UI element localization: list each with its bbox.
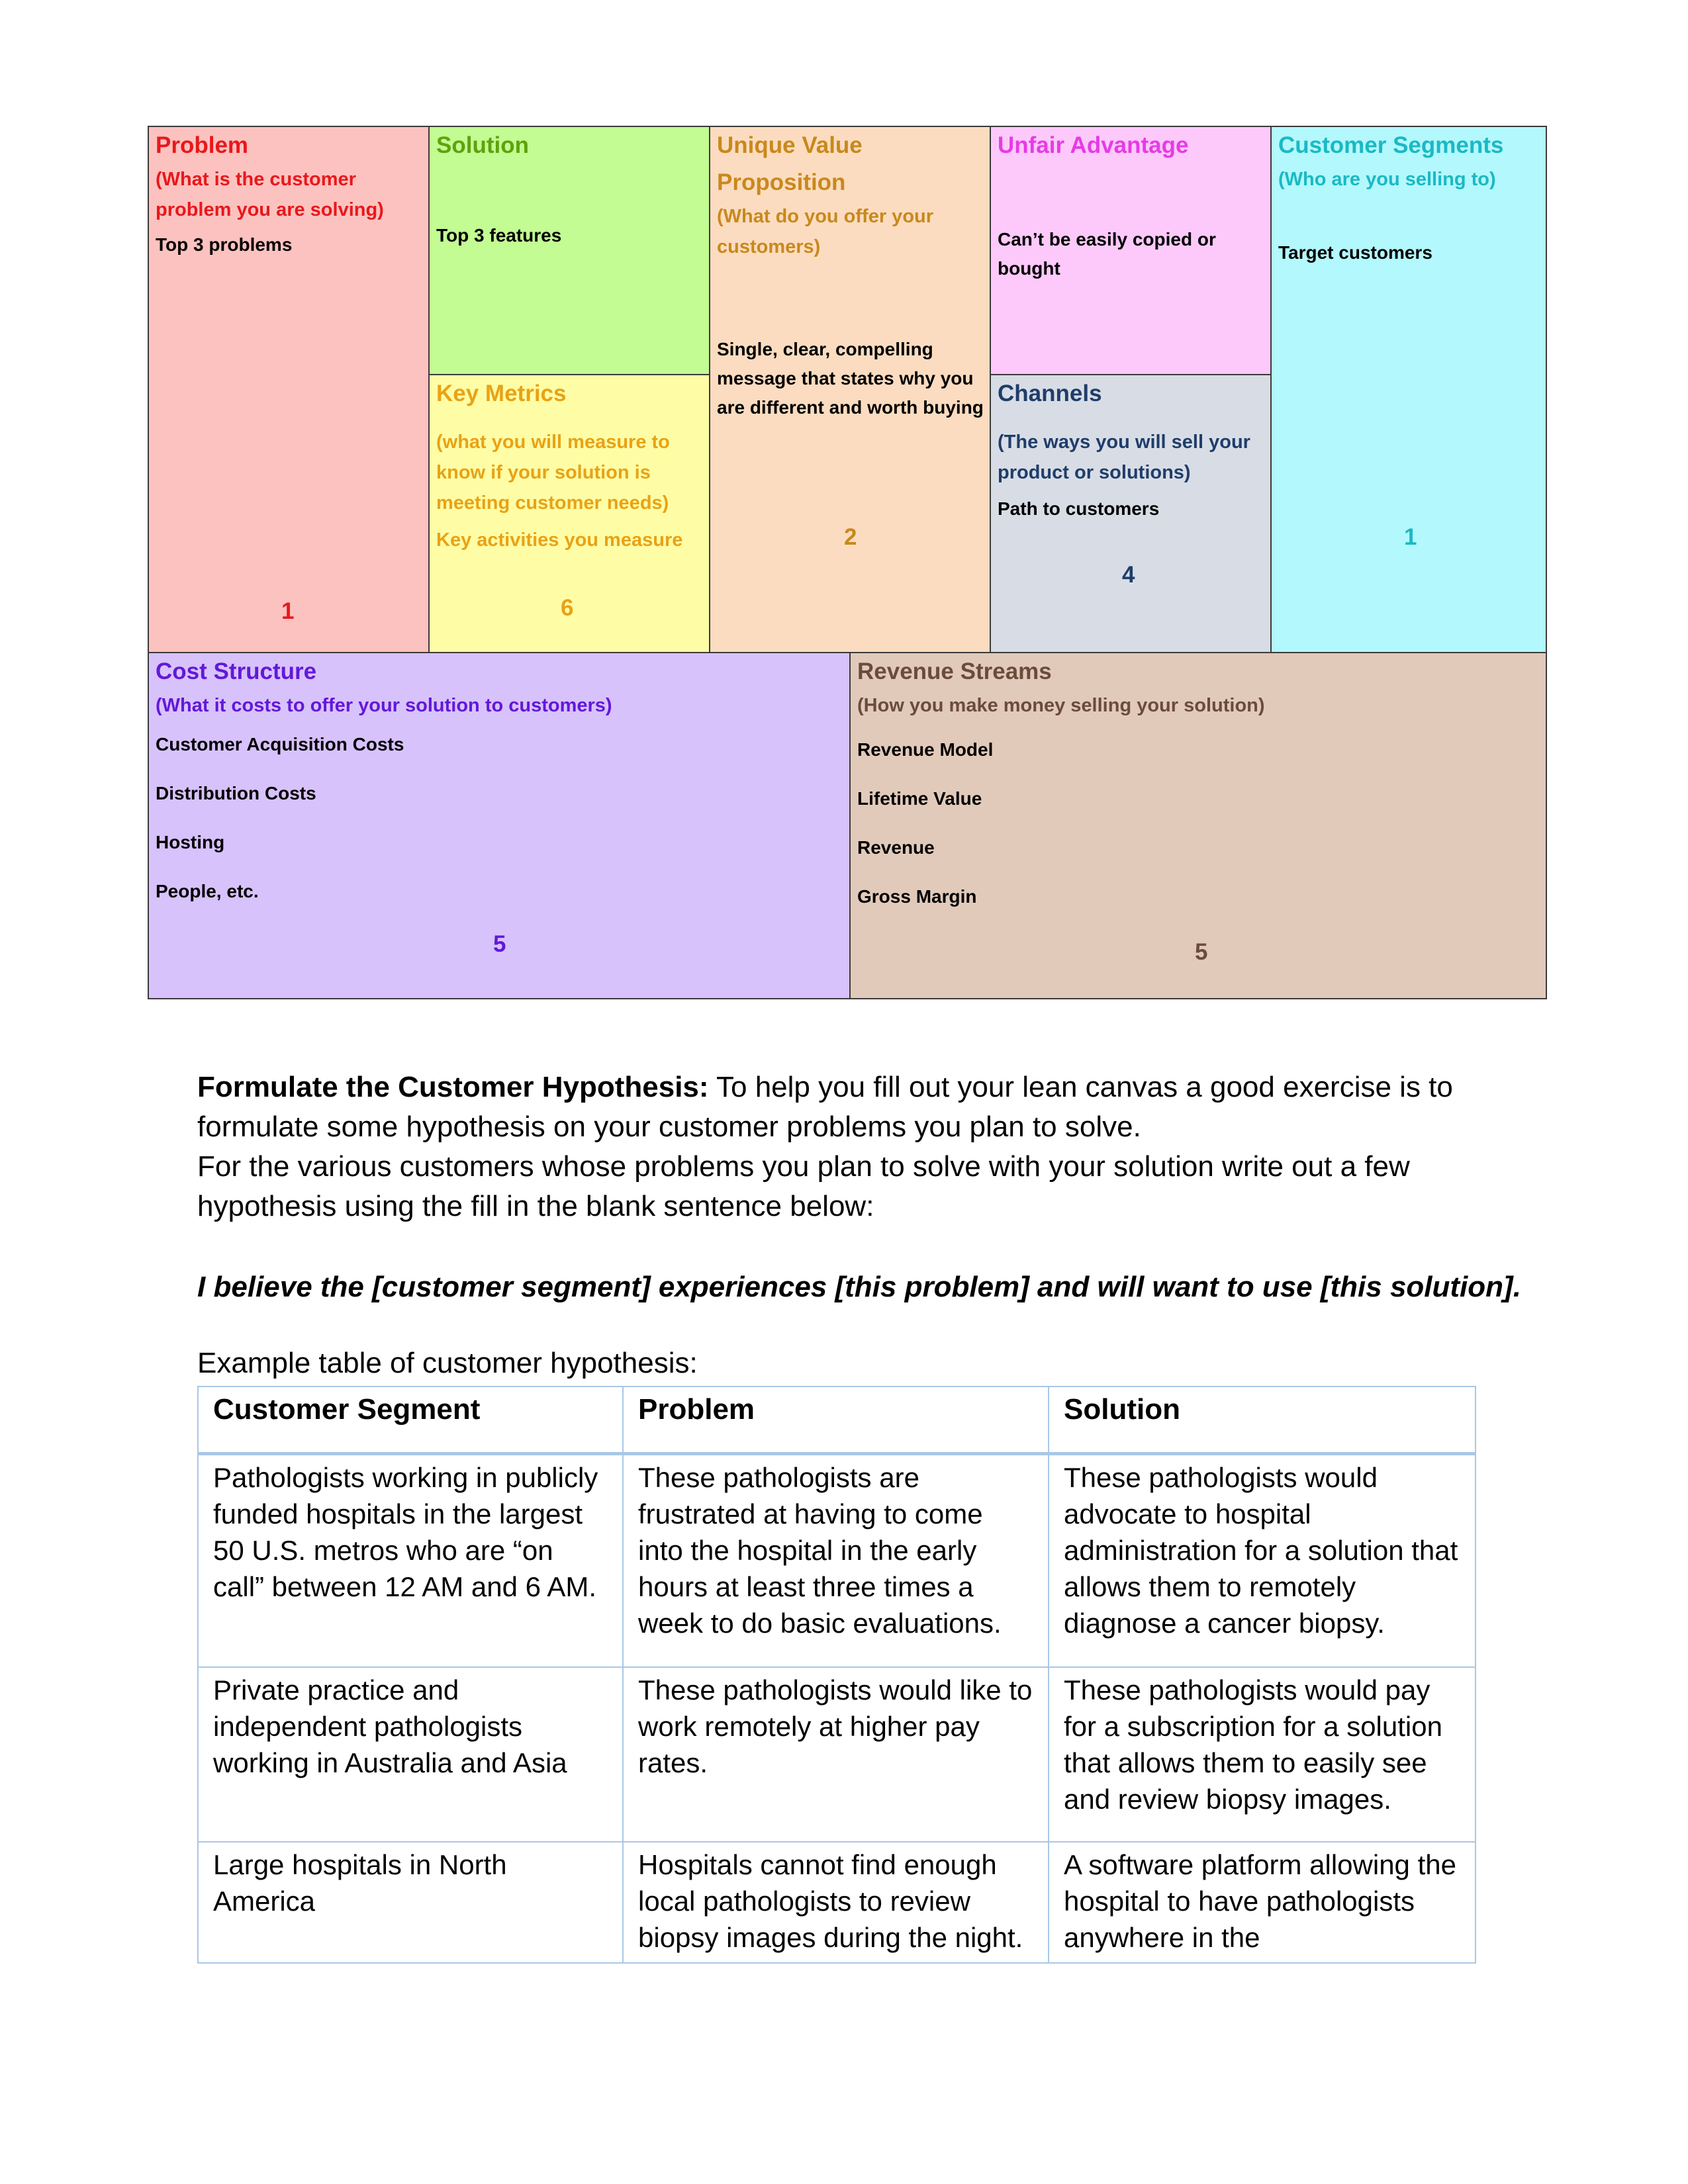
problem-subtitle: (What is the customer problem you are solving) <box>156 169 384 220</box>
unfair-advantage-box <box>990 126 1272 375</box>
revenue-streams-box <box>849 652 1547 999</box>
table-cell: These pathologists are frustrated at having to come into the hospital in the early hours at least three times a week to do basic evaluations. <box>623 1454 1049 1667</box>
uvp-body: Single, clear, compelling message that states why you are different and worth buying <box>717 339 984 418</box>
table-row <box>198 1667 1476 1842</box>
problem-box <box>148 126 430 653</box>
hypothesis-table <box>197 1386 1476 1964</box>
cost-item: Hosting <box>156 832 225 852</box>
intro-lead: Formulate the Customer Hypothesis: <box>197 1071 709 1103</box>
customer-segments-title: Customer Segments <box>1278 132 1504 158</box>
solution-box <box>428 126 710 375</box>
key-metrics-body: Key activities you measure <box>436 529 683 551</box>
channels-subtitle: (The ways you will sell your product or solutions) <box>998 432 1250 483</box>
table-cell: A software platform allowing the hospital to have pathologists anywhere in the <box>1049 1842 1476 1963</box>
solution-body: Top 3 features <box>436 225 562 246</box>
table-cell: Hospitals cannot find enough local pathologists to review biopsy images during the night. <box>623 1842 1049 1963</box>
key-metrics-subtitle: (what you will measure to know if your solution is meeting customer needs) <box>436 432 670 514</box>
revenue-item: Revenue Model <box>857 739 994 760</box>
channels-body: Path to customers <box>998 498 1160 519</box>
revenue-item: Gross Margin <box>857 886 977 907</box>
table-cell: Pathologists working in publicly funded hospitals in the largest 50 U.S. metros who are “on call” between 12 AM and 6 AM. <box>198 1454 623 1667</box>
uvp-number: 2 <box>844 524 857 550</box>
key-metrics-number: 6 <box>561 595 574 621</box>
problem-body: Top 3 problems <box>156 234 293 255</box>
table-row <box>198 1842 1476 1963</box>
intro-rest: To help you fill out your lean canvas a good exercise is to formulate some hypothesis on your customer problems you plan to solve. <box>197 1071 1453 1143</box>
table-cell: Large hospitals in North America <box>198 1842 623 1963</box>
instruction-paragraph: For the various customers whose problems you plan to solve with your solution write out a few hypothesis using the fill in the blank sentence below: <box>197 1150 1410 1222</box>
customer-segments-body: Target customers <box>1278 242 1432 263</box>
table-cell: These pathologists would like to work remotely at higher pay rates. <box>623 1667 1049 1842</box>
lean-canvas <box>148 126 1547 999</box>
key-metrics-title: Key Metrics <box>436 381 567 406</box>
cost-structure-number: 5 <box>493 931 506 957</box>
channels-box <box>990 374 1272 653</box>
cost-structure-title: Cost Structure <box>156 659 317 684</box>
uvp-box <box>709 126 991 653</box>
problem-number: 1 <box>281 598 295 624</box>
revenue-item: Revenue <box>857 837 935 858</box>
revenue-streams-number: 5 <box>1195 939 1208 965</box>
uvp-title: Unique Value Proposition <box>717 132 863 195</box>
unfair-advantage-title: Unfair Advantage <box>998 132 1189 158</box>
unfair-advantage-body: Can’t be easily copied or bought <box>998 229 1216 279</box>
cost-item: People, etc. <box>156 881 259 901</box>
customer-segments-number: 1 <box>1404 524 1417 550</box>
cost-item: Distribution Costs <box>156 783 316 803</box>
revenue-item: Lifetime Value <box>857 788 982 809</box>
table-cell: These pathologists would pay for a subscription for a solution that allows them to easily see and review biopsy images. <box>1049 1667 1476 1842</box>
example-label: Example table of customer hypothesis: <box>197 1347 698 1379</box>
cost-structure-box <box>148 652 851 999</box>
intro-paragraph <box>197 1068 1521 1147</box>
hypothesis-template: I believe the [customer segment] experiences [this problem] and will want to use [this solution]. <box>197 1271 1521 1303</box>
table-cell: Private practice and independent pathologists working in Australia and Asia <box>198 1667 623 1842</box>
revenue-streams-title: Revenue Streams <box>857 659 1052 684</box>
table-cell: These pathologists would advocate to hospital administration for a solution that allows them to remotely diagnose a cancer biopsy. <box>1049 1454 1476 1667</box>
revenue-streams-subtitle: (How you make money selling your solution) <box>857 695 1265 716</box>
cost-structure-subtitle: (What it costs to offer your solution to customers) <box>156 695 612 716</box>
channels-title: Channels <box>998 381 1102 406</box>
table-header-row <box>198 1387 1476 1454</box>
customer-segments-subtitle: (Who are you selling to) <box>1278 169 1496 190</box>
table-row <box>198 1454 1476 1667</box>
uvp-subtitle: (What do you offer your customers) <box>717 206 934 257</box>
customer-segments-box <box>1270 126 1547 653</box>
cost-item: Customer Acquisition Costs <box>156 734 404 754</box>
problem-title: Problem <box>156 132 249 158</box>
key-metrics-box <box>428 374 710 653</box>
column-header: Problem <box>623 1387 1049 1454</box>
solution-title: Solution <box>436 132 529 158</box>
intro-text <box>197 1068 1521 1226</box>
column-header: Customer Segment <box>198 1387 623 1454</box>
channels-number: 4 <box>1122 562 1135 588</box>
column-header: Solution <box>1049 1387 1476 1454</box>
